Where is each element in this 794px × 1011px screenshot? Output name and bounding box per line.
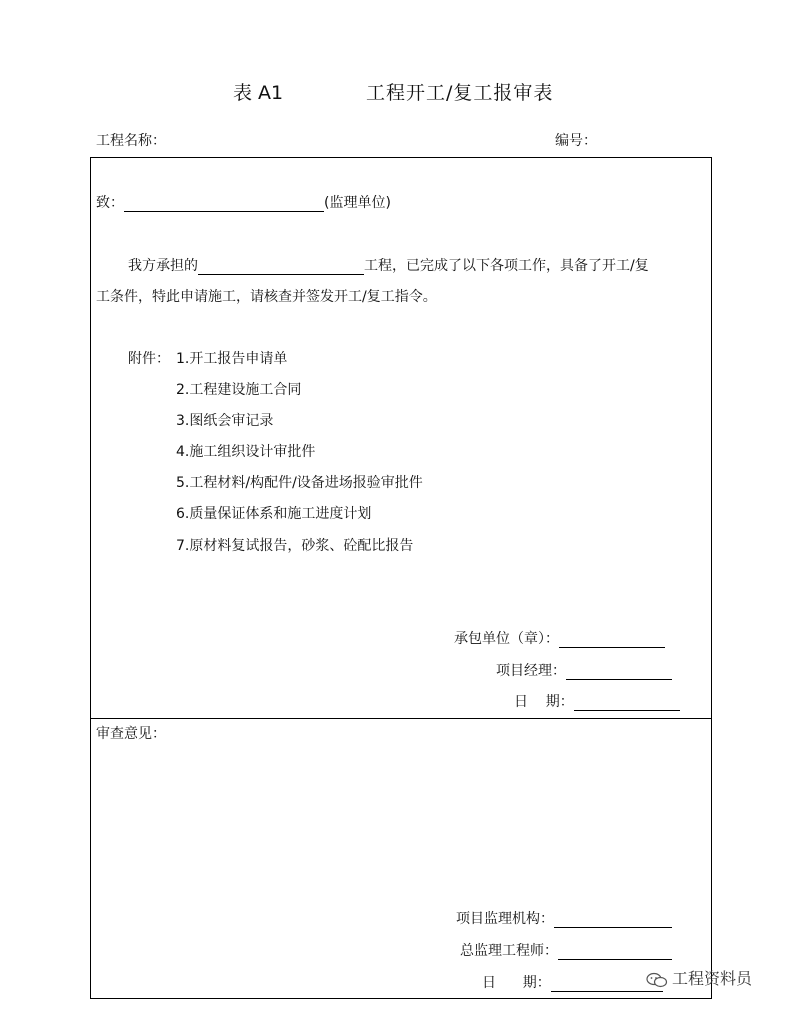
pm-field[interactable] bbox=[566, 665, 672, 680]
attachment-item: 7.原材料复试报告，砂浆、砼配比报告 bbox=[176, 538, 414, 554]
form-code: 表 A1 bbox=[233, 82, 284, 104]
org-field[interactable] bbox=[554, 913, 672, 928]
watermark bbox=[646, 966, 752, 989]
to-prefix: 致： bbox=[96, 195, 124, 211]
body-prefix: 我方承担的 bbox=[128, 258, 198, 274]
project-name-label: 工程名称： bbox=[96, 133, 166, 149]
attachment-item: 6.质量保证体系和施工进度计划 bbox=[176, 506, 372, 522]
contractor-field[interactable] bbox=[559, 633, 665, 648]
date-field-upper[interactable] bbox=[574, 696, 680, 711]
body-line-1 bbox=[128, 255, 649, 275]
addressee-line bbox=[96, 192, 391, 212]
org-line bbox=[456, 908, 672, 928]
attachment-item: 2.工程建设施工合同 bbox=[176, 382, 302, 398]
chief-label: 总监理工程师： bbox=[460, 943, 558, 959]
date-label-upper: 日 期： bbox=[514, 694, 574, 710]
attachments-label: 附件： bbox=[128, 351, 170, 367]
to-suffix: (监理单位) bbox=[324, 195, 391, 211]
org-label: 项目监理机构： bbox=[456, 911, 554, 927]
review-opinion-label: 审查意见： bbox=[96, 726, 166, 742]
date-line-lower bbox=[482, 972, 663, 992]
watermark-text: 工程资料员 bbox=[672, 969, 753, 988]
date-line-upper bbox=[514, 691, 680, 711]
attachment-item: 5.工程材料/构配件/设备进场报验审批件 bbox=[176, 475, 423, 491]
section-divider bbox=[91, 718, 711, 719]
date-label-lower: 日 期： bbox=[482, 975, 551, 991]
number-label: 编号： bbox=[555, 133, 597, 149]
contractor-label: 承包单位（章）： bbox=[454, 631, 559, 647]
supervisor-unit-field[interactable] bbox=[124, 197, 324, 212]
form-title: 工程开工/复工报审表 bbox=[366, 82, 554, 104]
project-field[interactable] bbox=[198, 260, 364, 275]
attachment-item: 4.施工组织设计审批件 bbox=[176, 444, 316, 460]
form-frame bbox=[90, 157, 712, 999]
chief-line bbox=[460, 940, 672, 960]
attachment-item: 1.开工报告申请单 bbox=[176, 351, 288, 367]
body-suffix: 工程，已完成了以下各项工作，具备了开工/复 bbox=[364, 258, 649, 274]
pm-label: 项目经理： bbox=[496, 663, 566, 679]
wechat-icon bbox=[646, 972, 668, 988]
contractor-line bbox=[454, 628, 665, 648]
pm-line bbox=[496, 660, 672, 680]
chief-field[interactable] bbox=[558, 945, 672, 960]
attachment-item: 3.图纸会审记录 bbox=[176, 413, 274, 429]
body-line-2: 工条件，特此申请施工，请核查并签发开工/复工指令。 bbox=[96, 289, 437, 305]
